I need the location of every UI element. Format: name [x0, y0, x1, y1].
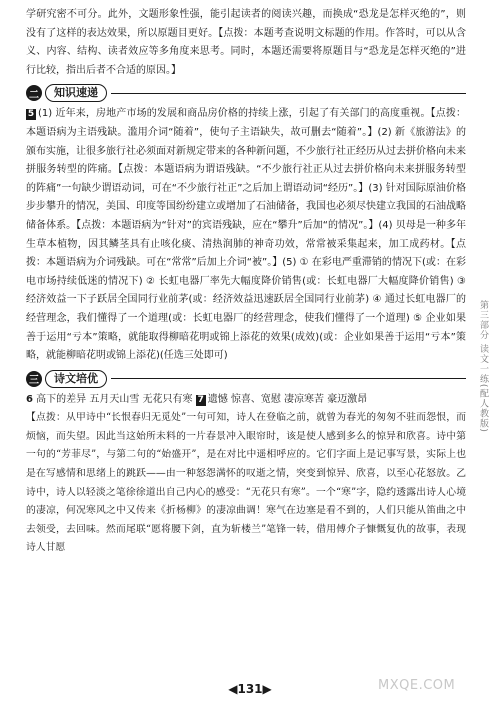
section-number: 二 — [26, 85, 42, 101]
page-number: ◀131▶ — [228, 682, 272, 696]
section-divider — [111, 93, 466, 94]
section-header-knowledge — [26, 82, 466, 104]
paragraph-intro: 学研究密不可分。此外，文题形象性强，能引起读者的阅读兴趣，而换成“恐龙是怎样灭绝的”，则没有了这样的表达效果，所以原题目更好。【点拨：本题考查说明文标题的作用。作答时，可以从含义、内容、结构、读者效应等多角度来思考。同时，本题还需要将原题目与“恐龙是怎样灭绝的”进行比较，指出后者不合适的原因。】 — [26, 9, 466, 76]
paragraph-poetry-analysis: 【点拨：从甲诗中“长恨春归无觅处”一句可知，诗人在登临之前，就曾为春光的匆匆不驻而怨恨，而烦恼，而失望。因此当这始所未料的一片春景冲入眼帘时，该是使人感到多么的惊异和欣喜。诗中第一句的“芳菲尽”，与第二句的“始盛开”，是在对比中遥相呼应的。它们字面上是记事写景，实际上也是在写感情和思绪上的跳跃——由一种怒怨满怀的叹逝之情，突变到惊异、欣喜，以至心花怒放。乙诗中，诗人以轻淡之笔徐徐道出自己内心的感受：“无花只有寒”。一个“寒”字，隐约透露出诗人心境的凄凉，何况寒风之中又传来《折杨柳》的凄凉曲调！寒气在边塞是看不到的，人们只能从笛曲之中去领受，去回味。然而尾联“愿将腰下剑，直为斩楼兰”笔锋一转，借用傅介子慷慨复仇的故事，表现诗人甘愿 — [26, 412, 466, 554]
paragraph-q6-q7 — [26, 391, 466, 410]
section-divider — [111, 378, 466, 379]
section-title: 诗文培优 — [45, 370, 107, 388]
q7-answer: 遗憾 惊喜、宽慰 凄凉寒苦 豪迈激昂 — [207, 393, 368, 405]
question-number-6: 6 — [26, 393, 33, 405]
watermark: MXQE.COM — [378, 678, 456, 693]
paragraph-q5 — [26, 105, 466, 365]
q5-text: (1) 近年来，房地产市场的发展和商品房价格的持续上涨，引起了有关部门的高度重视。【点拨：本题语病为主语残缺。滥用介词“随着”，使句子主语缺失，故可删去“随着”。】(2) 新《旅游法》的颁布实施，让很多旅行社必须面对新规定带来的各种新问题，不少旅行社正经历从过去拼价格向未来拼服务转型的阵痛。【点拨：本题语病为谓语残缺。“不少旅行社正从过去拼价格向未来拼服务转型的阵痛”一句缺少谓语动词，可在“不少旅行社正”之后加上谓语动词“经历”。】(3) 针对国际原油价格步步攀升的情况，美国、印度等国纷纷建立或增加了石油储备，我国也必须尽快建立我国的石油战略储备体系。【点拨：本题语病为“针对”的宾语残缺，应在“攀升”后加“的情况”。】(4) 贝母是一种多年生草本植物，因其鳞茎具有止咳化痰、清热润肺的神奇功效，常常被采集起来，加工成药材。【点拨：本题语病为介词残缺。可在“常常”后加上介词“被”。】(5) ① 在彩电严重滞销的情况下(或：在彩电市场持续低迷的情况下) ② 长虹电器厂率先大幅度降价销售(或：长虹电器厂大幅度降价销售) ③ 经济效益一下子跃居全国同行业前茅(或：经济效益迅速跃居全国同行业前茅) ④ 通过长虹电器厂的经营理念，我们懂得了一个道理(或：长虹电器厂的经营理念，使我们懂得了一个道理) ⑤ 企业如果善于运用“亏本”策略，就能取得柳暗花明或锦上添花的效果(成效)(或：企业如果善于运用“亏本”策略，就能柳暗花明或锦上添花)(任选三处即可) — [26, 108, 466, 362]
section-title: 知识速递 — [45, 84, 107, 102]
answer-page — [26, 6, 466, 558]
side-running-title: 第三部分 读文一练(配人教版) — [478, 300, 488, 433]
section-header-poetry — [26, 368, 466, 390]
q6-answer: 高下的差异 五月天山雪 无花只有寒 — [36, 393, 193, 405]
question-number-5: 5 — [27, 109, 35, 120]
question-number-7: 7 — [197, 394, 204, 405]
section-number: 三 — [26, 371, 42, 387]
